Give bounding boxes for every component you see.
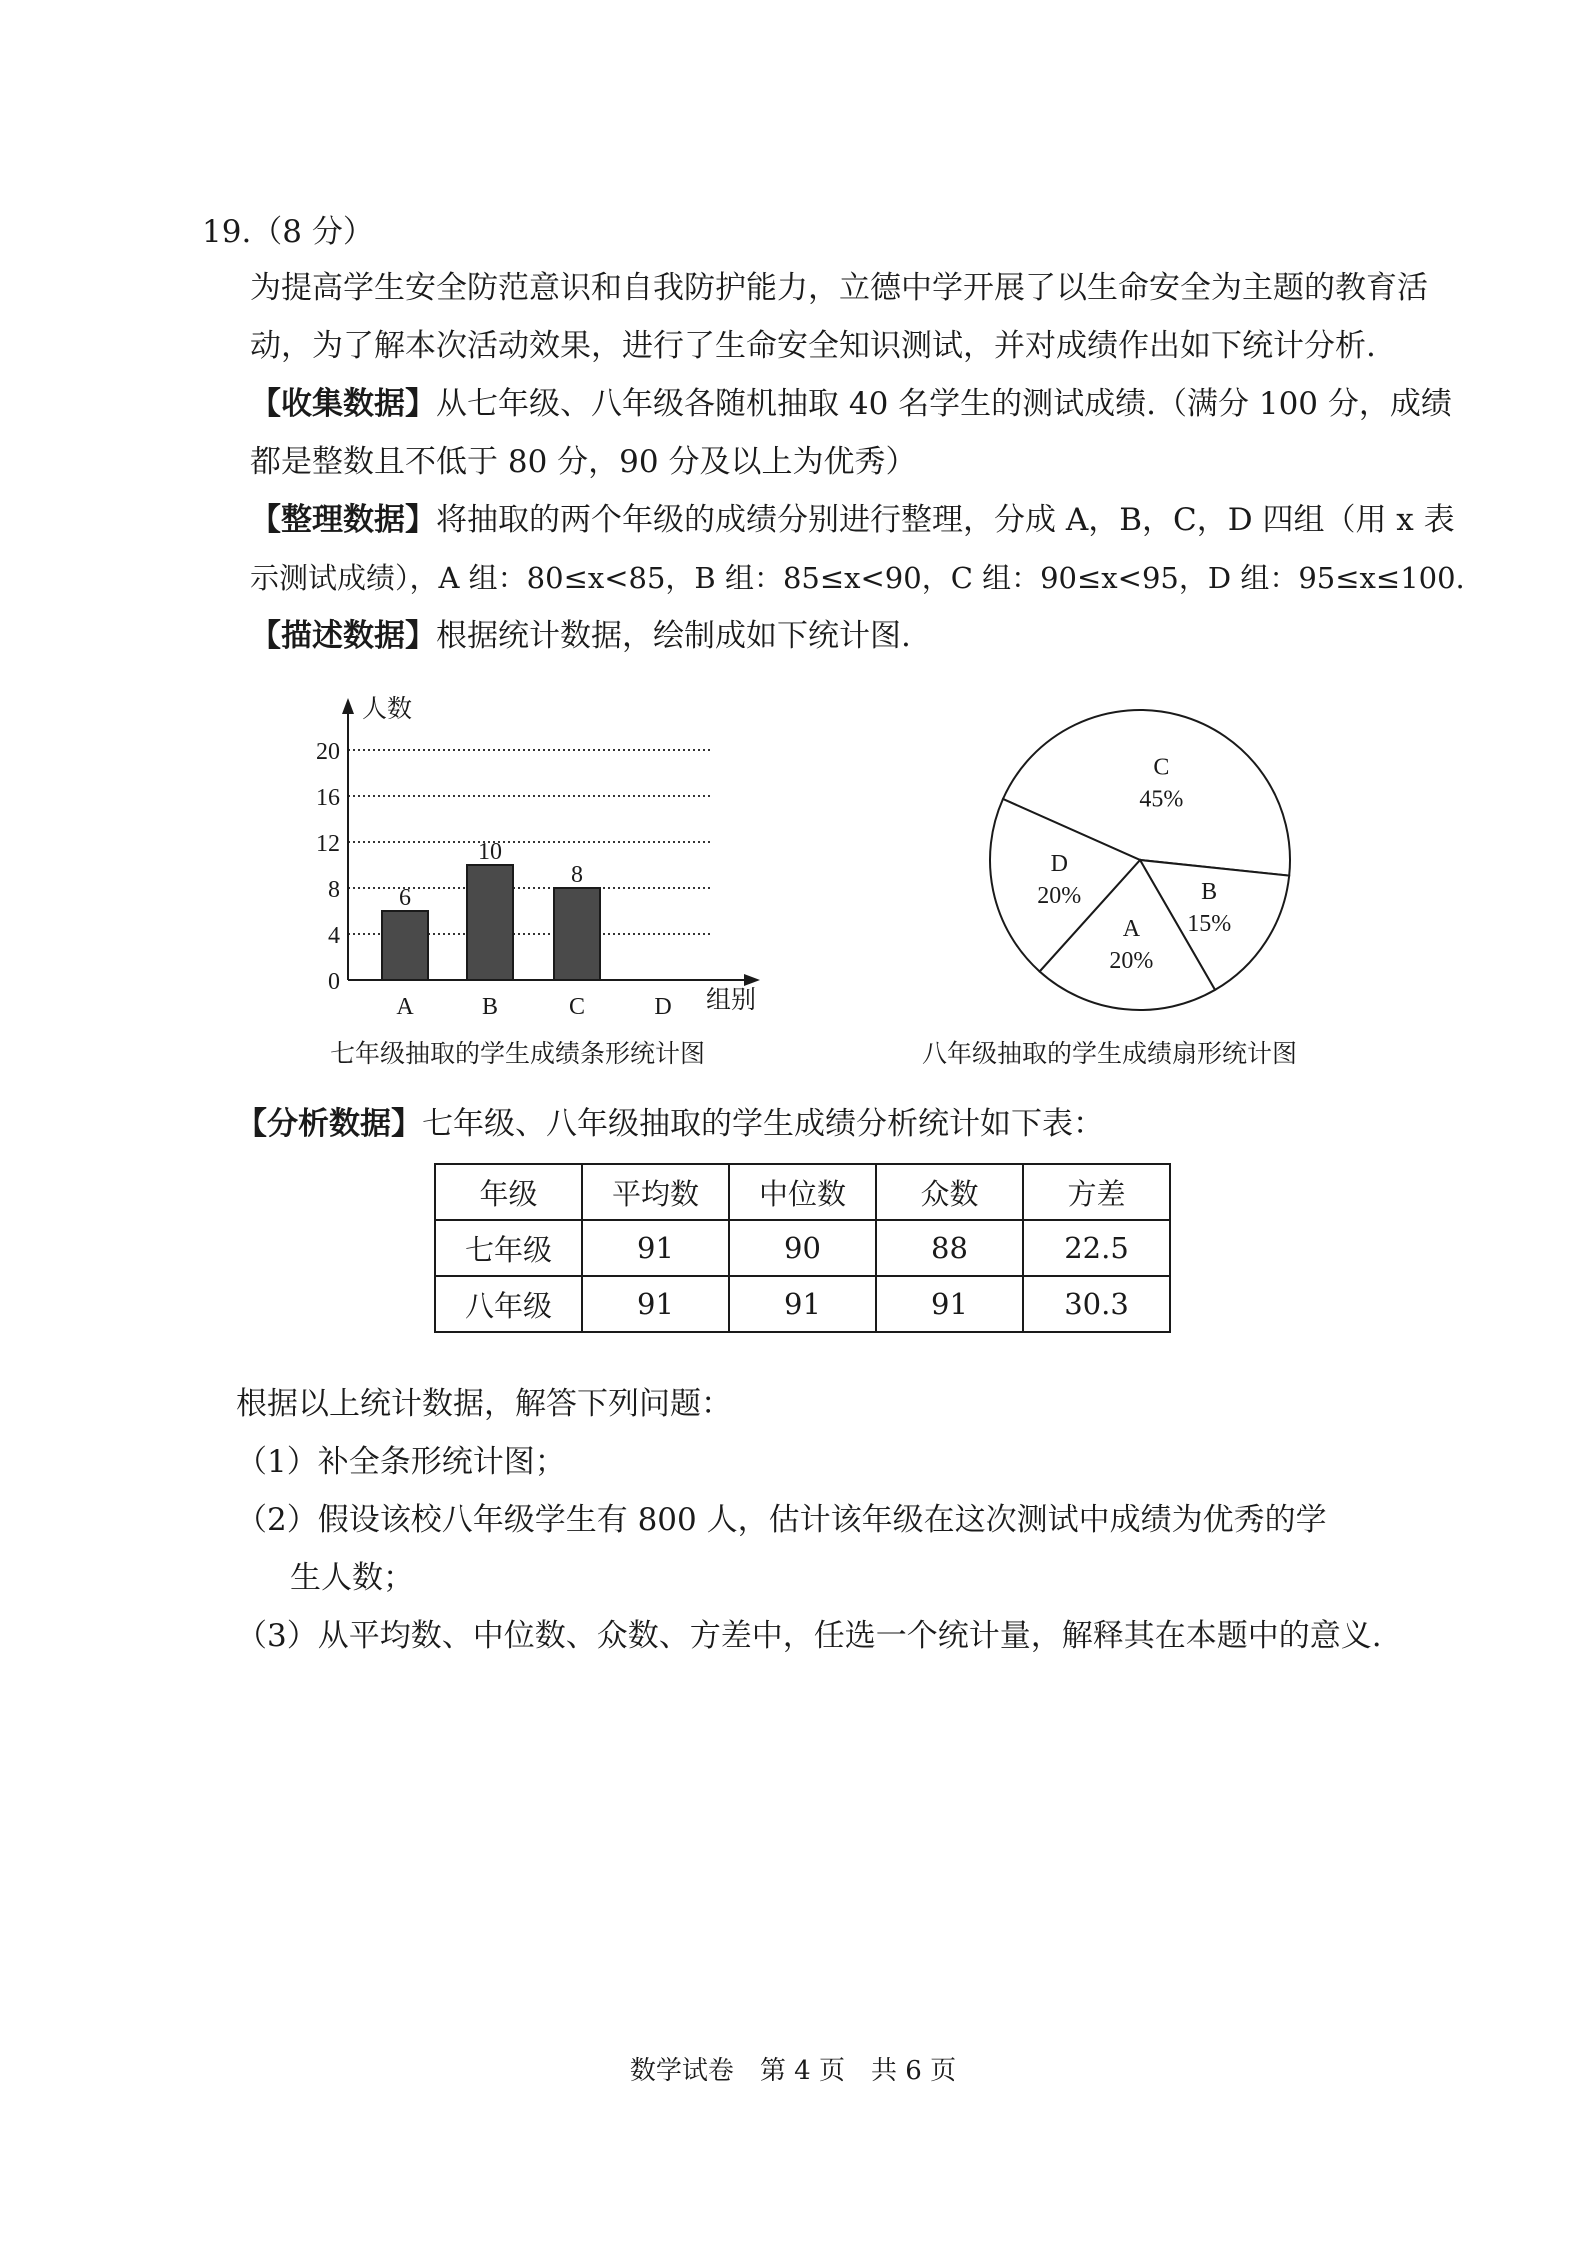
bar-chart-y-ticks (316, 739, 340, 995)
bar (382, 911, 428, 980)
intro-line-1: 为提高学生安全防范意识和自我防护能力，立德中学开展了以生命安全为主题的教育活 (250, 270, 1428, 306)
question-number: 19.（8 分） (202, 214, 374, 250)
bar-value-label: 8 (571, 862, 583, 888)
x-category-label: A (396, 994, 414, 1020)
bar-chart-x-label: 组别 (706, 987, 757, 1014)
question-2-cont: 生人数； (290, 1560, 414, 1596)
analyze-tag: 【分析数据】 (236, 1106, 422, 1142)
x-category-label: C (568, 994, 586, 1020)
organize-text: 将抽取的两个年级的成绩分别进行整理，分成 A，B，C，D 四组（用 x 表 (436, 502, 1455, 538)
page-footer: 数学试卷 第 4 页 共 6 页 (629, 2056, 957, 2086)
y-tick-label: 16 (316, 785, 340, 811)
organize-paragraph (250, 500, 1455, 540)
table-header-cell: 平均数 (582, 1164, 729, 1220)
y-tick-label: 20 (316, 739, 340, 765)
table-cell: 91 (582, 1276, 729, 1332)
table-row (435, 1276, 1170, 1332)
table-header-cell: 年级 (435, 1164, 582, 1220)
table-cell: 91 (876, 1276, 1023, 1332)
table-cell: 八年级 (435, 1276, 582, 1332)
bar (554, 888, 600, 980)
pie-slice-percent: 20% (1037, 883, 1082, 910)
y-tick-label: 12 (316, 831, 340, 857)
y-tick-label: 0 (328, 969, 340, 995)
describe-text: 根据统计数据，绘制成如下统计图. (436, 618, 911, 654)
intro-line-2: 动，为了解本次活动效果，进行了生命安全知识测试，并对成绩作出如下统计分析. (250, 328, 1376, 364)
answer-intro: 根据以上统计数据，解答下列问题： (236, 1386, 732, 1422)
table-cell: 88 (876, 1220, 1023, 1276)
collect-paragraph (250, 384, 1452, 424)
pie-slice-percent: 20% (1109, 948, 1154, 975)
table-header-cell: 中位数 (729, 1164, 876, 1220)
table-row (435, 1220, 1170, 1276)
collect-tag: 【收集数据】 (250, 386, 436, 422)
table-cell: 91 (582, 1220, 729, 1276)
bar-value-label: 6 (399, 885, 411, 911)
x-category-label: D (654, 994, 672, 1020)
organize-tag: 【整理数据】 (250, 502, 436, 538)
table-cell: 90 (729, 1220, 876, 1276)
pie-slice-label: B (1201, 878, 1218, 905)
collect-text: 从七年级、八年级各随机抽取 40 名学生的测试成绩.（满分 100 分，成绩 (436, 386, 1452, 422)
table-header-cell: 众数 (876, 1164, 1023, 1220)
bar (467, 865, 513, 980)
pie-slice-label: A (1122, 916, 1141, 943)
pie-chart-caption: 八年级抽取的学生成绩扇形统计图 (922, 1039, 1298, 1068)
bar-chart-caption: 七年级抽取的学生成绩条形统计图 (330, 1039, 706, 1068)
bar-chart-categories (396, 994, 671, 1020)
describe-paragraph (250, 616, 911, 656)
collect-line-2: 都是整数且不低于 80 分，90 分及以上为优秀） (250, 444, 917, 480)
table-cell: 91 (729, 1276, 876, 1332)
pie-chart (980, 690, 1300, 1030)
bar-chart-y-label: 人数 (362, 696, 413, 723)
bar-chart-bars (382, 865, 600, 980)
bar-value-label: 10 (478, 839, 502, 865)
analyze-text: 七年级、八年级抽取的学生成绩分析统计如下表： (422, 1106, 1104, 1142)
question-1: （1）补全条形统计图； (236, 1444, 566, 1480)
y-tick-label: 4 (328, 923, 340, 949)
pie-slice-label: D (1050, 851, 1068, 878)
pie-slice-percent: 15% (1187, 910, 1232, 937)
question-3: （3）从平均数、中位数、众数、方差中，任选一个统计量，解释其在本题中的意义. (236, 1618, 1382, 1654)
pie-slice-percent: 45% (1139, 786, 1184, 813)
table-header-cell: 方差 (1023, 1164, 1170, 1220)
table-cell: 七年级 (435, 1220, 582, 1276)
table-cell: 30.3 (1023, 1276, 1170, 1332)
x-axis-arrow-icon (744, 974, 760, 986)
y-axis-arrow-icon (342, 698, 354, 714)
organize-line-2: 示测试成绩），A 组：80≤x<85，B 组：85≤x<90，C 组：90≤x<95，D 组：95≤x≤100. (250, 561, 1465, 595)
analyze-paragraph (236, 1104, 1104, 1144)
pie-slice-label: C (1153, 754, 1170, 781)
table-cell: 22.5 (1023, 1220, 1170, 1276)
stats-table (434, 1163, 1171, 1333)
table-header-row (435, 1164, 1170, 1220)
x-category-label: B (481, 994, 499, 1020)
question-2: （2）假设该校八年级学生有 800 人，估计该年级在这次测试中成绩为优秀的学 (236, 1502, 1327, 1538)
bar-chart (290, 690, 770, 1035)
describe-tag: 【描述数据】 (250, 618, 436, 654)
y-tick-label: 8 (328, 877, 340, 903)
